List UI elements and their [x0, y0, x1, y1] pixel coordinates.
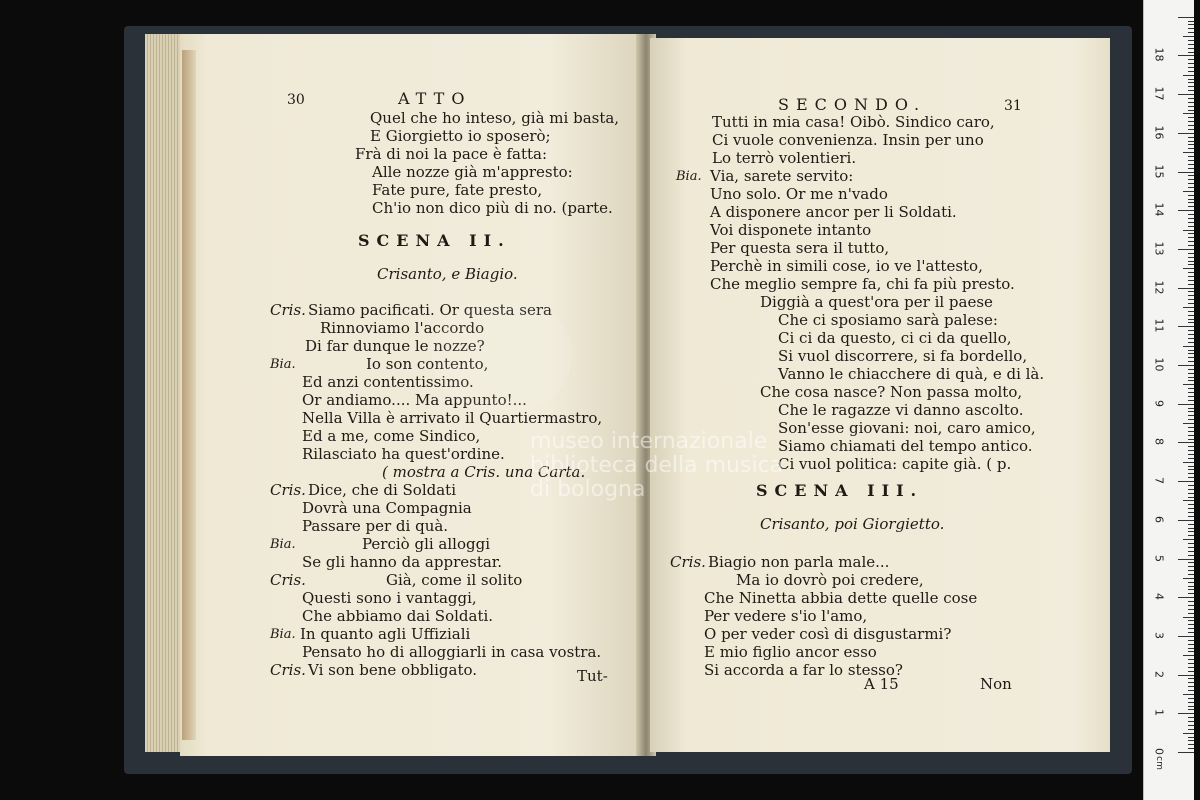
ruler-tick: [1188, 678, 1194, 679]
ruler-tick: [1188, 59, 1194, 60]
ruler-tick: [1188, 582, 1194, 583]
ruler-tick: [1188, 261, 1194, 262]
ruler-tick: [1188, 168, 1194, 169]
ruler-tick: [1188, 690, 1194, 691]
speaker-label: Cris.: [270, 661, 306, 679]
ruler-tick: [1183, 500, 1194, 501]
ruler-tick: [1188, 570, 1194, 571]
ruler-tick: [1188, 303, 1194, 304]
ruler-tick: [1188, 613, 1194, 614]
watermark-line: di bologna: [530, 477, 646, 502]
ruler-tick: [1188, 508, 1194, 509]
dialogue-line: Dice, che di Soldati: [308, 481, 456, 499]
ruler-tick: [1188, 566, 1194, 567]
ruler-tick: [1188, 744, 1194, 745]
ruler-tick: [1188, 671, 1194, 672]
ruler-tick: [1188, 179, 1194, 180]
dialogue-line: Di far dunque le nozze?: [305, 337, 485, 355]
ruler-tick: [1188, 469, 1194, 470]
verse-line: Che le ragazze vi danno ascolto.: [778, 401, 1024, 419]
ruler-tick: [1188, 528, 1194, 529]
page-stain: [182, 50, 196, 740]
ruler-tick: [1183, 75, 1194, 76]
ruler-tick: [1178, 520, 1194, 521]
ruler-tick: [1188, 311, 1194, 312]
ruler-tick: [1188, 357, 1194, 358]
ruler-tick: [1188, 419, 1194, 420]
ruler-tick: [1188, 431, 1194, 432]
dialogue-line: Che meglio sempre fa, chi fa più presto.: [710, 275, 1015, 293]
ruler-tick: [1183, 655, 1194, 656]
dialogue-line: Per questa sera il tutto,: [710, 239, 890, 257]
dialogue-line: Lo terrò volentieri.: [712, 149, 857, 167]
ruler-tick: [1183, 539, 1194, 540]
ruler-tick: [1188, 117, 1194, 118]
dialogue-line: Biagio non parla male...: [708, 553, 890, 571]
ruler-tick: [1188, 551, 1194, 552]
ruler-tick: [1188, 280, 1194, 281]
dialogue-line: Uno solo. Or me n'vado: [710, 185, 888, 203]
ruler-tick: [1188, 411, 1194, 412]
ruler-tick: [1188, 740, 1194, 741]
ruler-tick: [1178, 288, 1194, 289]
dialogue-line: Già, come il solito: [386, 571, 523, 589]
dialogue-line: Passare per di quà.: [302, 517, 449, 535]
ruler-tick: [1188, 377, 1194, 378]
ruler-tick: [1188, 21, 1194, 22]
ruler-tick: [1188, 427, 1194, 428]
ruler-tick: [1188, 698, 1194, 699]
dialogue-line: Ci vuole convenienza. Insin per uno: [712, 131, 984, 149]
ruler-tick: [1188, 52, 1194, 53]
dialogue-line: Dovrà una Compagnia: [302, 499, 472, 517]
ruler-tick: [1188, 489, 1194, 490]
dialogue-line: Via, sarete servito:: [710, 167, 854, 185]
verse-line: Ch'io non dico più di no. (parte.: [372, 199, 613, 217]
ruler-number: 9: [1152, 399, 1166, 407]
ruler-tick: [1188, 748, 1194, 749]
ruler-tick: [1188, 644, 1194, 645]
speaker-label: Cris.: [270, 571, 306, 589]
ruler-tick: [1188, 663, 1194, 664]
ruler-tick: [1188, 102, 1194, 103]
dialogue-line: Tutti in mia casa! Oibò. Sindico caro,: [712, 113, 995, 131]
ruler-tick: [1188, 319, 1194, 320]
ruler-tick: [1188, 640, 1194, 641]
dialogue-line: Vi son bene obbligato.: [308, 661, 478, 679]
ruler-tick: [1188, 361, 1194, 362]
ruler-tick: [1188, 632, 1194, 633]
ruler-tick: [1188, 624, 1194, 625]
ruler-tick: [1188, 353, 1194, 354]
ruler-tick: [1188, 206, 1194, 207]
ruler-number: 3: [1152, 631, 1166, 639]
ruler-tick: [1188, 44, 1194, 45]
ruler-tick: [1188, 24, 1194, 25]
verse-line: Ci ci da questo, ci ci da quello,: [778, 329, 1012, 347]
ruler-tick: [1178, 752, 1194, 753]
dialogue-line: Io son contento,: [366, 355, 489, 373]
ruler-tick: [1188, 106, 1194, 107]
page-number-left: 30: [287, 92, 305, 108]
verse-line: Siamo chiamati del tempo antico.: [778, 437, 1033, 455]
speaker-label: Bia.: [270, 537, 296, 552]
scene-title: SCENA III.: [756, 481, 924, 500]
ruler-tick: [1188, 322, 1194, 323]
ruler-tick: [1188, 574, 1194, 575]
scene-characters: Crisanto, poi Giorgietto.: [760, 515, 945, 533]
ruler-tick: [1188, 156, 1194, 157]
ruler-tick: [1188, 338, 1194, 339]
ruler-tick: [1188, 125, 1194, 126]
ruler-tick: [1188, 187, 1194, 188]
ruler-tick: [1188, 98, 1194, 99]
verse-line: Ci vuol politica: capite già. ( p.: [778, 455, 1012, 473]
verse-line: Che ci sposiamo sarà palese:: [778, 311, 998, 329]
ruler-tick: [1188, 90, 1194, 91]
verse-line: Frà di noi la pace è fatta:: [355, 145, 548, 163]
ruler-tick: [1188, 446, 1194, 447]
measuring-ruler: [1143, 0, 1194, 800]
ruler-tick: [1188, 28, 1194, 29]
ruler-number: 17: [1152, 86, 1166, 101]
ruler-tick: [1188, 628, 1194, 629]
ruler-tick: [1183, 733, 1194, 734]
ruler-number: 1: [1152, 709, 1166, 717]
ruler-tick: [1188, 253, 1194, 254]
watermark-line: museo internazionale: [530, 429, 768, 454]
ruler-tick: [1188, 396, 1194, 397]
dialogue-line: Perciò gli alloggi: [362, 535, 490, 553]
ruler-tick: [1188, 299, 1194, 300]
ruler-tick: [1188, 620, 1194, 621]
speaker-label: Cris.: [270, 301, 306, 319]
ruler-tick: [1178, 442, 1194, 443]
ruler-tick: [1183, 113, 1194, 114]
ruler-tick: [1188, 593, 1194, 594]
dialogue-line: Si accorda a far lo stesso?: [704, 661, 903, 679]
ruler-tick: [1188, 504, 1194, 505]
ruler-tick: [1188, 315, 1194, 316]
ruler-tick: [1188, 295, 1194, 296]
ruler-tick: [1178, 94, 1194, 95]
dialogue-line: A disponere ancor per li Soldati.: [710, 203, 957, 221]
ruler-tick: [1188, 706, 1194, 707]
ruler-tick: [1188, 547, 1194, 548]
ruler-tick: [1188, 241, 1194, 242]
ruler-tick: [1188, 226, 1194, 227]
ruler-tick: [1188, 543, 1194, 544]
ruler-tick: [1188, 380, 1194, 381]
signature-mark: A 15: [864, 675, 899, 693]
ruler-tick: [1188, 659, 1194, 660]
dialogue-line: Perchè in simili cose, io ve l'attesto,: [710, 257, 983, 275]
verse-line: Alle nozze già m'appresto:: [372, 163, 573, 181]
speaker-label: Bia.: [676, 169, 702, 184]
verse-line: Son'esse giovani: noi, caro amico,: [778, 419, 1036, 437]
ruler-tick: [1188, 721, 1194, 722]
ruler-tick: [1183, 230, 1194, 231]
ruler-number: 4: [1152, 593, 1166, 601]
ruler-tick: [1188, 388, 1194, 389]
stage-direction: ( mostra a Cris. una Carta.: [382, 463, 586, 481]
ruler-tick: [1188, 245, 1194, 246]
ruler-number: 13: [1152, 241, 1166, 256]
ruler-tick: [1188, 454, 1194, 455]
dialogue-line: In quanto agli Uffiziali: [300, 625, 471, 643]
ruler-tick: [1188, 71, 1194, 72]
ruler-tick: [1188, 717, 1194, 718]
verse-line: Quel che ho inteso, già mi basta,: [370, 109, 620, 127]
ruler-tick: [1183, 36, 1194, 37]
ruler-number: 0: [1152, 748, 1166, 755]
verse-line: Fate pure, fate presto,: [372, 181, 543, 199]
dialogue-line: Rinnoviamo l'accordo: [320, 319, 485, 337]
ruler-number: 18: [1152, 47, 1166, 62]
ruler-tick: [1188, 137, 1194, 138]
watermark-line: biblioteca della musica: [530, 453, 784, 478]
ruler-tick: [1188, 435, 1194, 436]
ruler-tick: [1188, 535, 1194, 536]
ruler-tick: [1188, 195, 1194, 196]
ruler-tick: [1188, 121, 1194, 122]
ruler-tick: [1188, 648, 1194, 649]
ruler-tick: [1188, 408, 1194, 409]
ruler-tick: [1188, 129, 1194, 130]
ruler-tick: [1188, 110, 1194, 111]
ruler-tick: [1178, 713, 1194, 714]
ruler-tick: [1188, 485, 1194, 486]
ruler-tick: [1188, 531, 1194, 532]
ruler-tick: [1188, 86, 1194, 87]
ruler-tick: [1178, 597, 1194, 598]
ruler-tick: [1188, 284, 1194, 285]
ruler-tick: [1188, 40, 1194, 41]
ruler-tick: [1188, 651, 1194, 652]
ruler-tick: [1178, 133, 1194, 134]
running-head-right: SECONDO.: [778, 95, 927, 114]
dialogue-line: Ed anzi contentissimo.: [302, 373, 474, 391]
ruler-number: 12: [1152, 280, 1166, 295]
ruler-tick: [1178, 17, 1194, 18]
dialogue-line: Per vedere s'io l'amo,: [704, 607, 868, 625]
ruler-tick: [1188, 350, 1194, 351]
ruler-tick: [1188, 473, 1194, 474]
scene-title: SCENA II.: [358, 231, 511, 250]
ruler-tick: [1188, 237, 1194, 238]
ruler-tick: [1188, 342, 1194, 343]
dialogue-line: Che abbiamo dai Soldati.: [302, 607, 494, 625]
verse-line: Diggià a quest'ora per il paese: [760, 293, 993, 311]
speaker-label: Cris.: [670, 553, 706, 571]
ruler-tick: [1188, 32, 1194, 33]
ruler-tick: [1188, 516, 1194, 517]
ruler-tick: [1188, 609, 1194, 610]
ruler-tick: [1188, 330, 1194, 331]
ruler-tick: [1188, 67, 1194, 68]
ruler-tick: [1188, 48, 1194, 49]
dialogue-line: Voi disponete intanto: [710, 221, 872, 239]
ruler-tick: [1178, 481, 1194, 482]
dialogue-line: Ma io dovrò poi credere,: [736, 571, 924, 589]
ruler-tick: [1188, 222, 1194, 223]
ruler-tick: [1188, 439, 1194, 440]
ruler-tick: [1188, 493, 1194, 494]
ruler-tick: [1188, 682, 1194, 683]
ruler-tick: [1183, 578, 1194, 579]
dialogue-line: Se gli hanno da apprestar.: [302, 553, 503, 571]
ruler-tick: [1183, 384, 1194, 385]
ruler-tick: [1188, 589, 1194, 590]
ruler-tick: [1188, 79, 1194, 80]
ruler-number: 10: [1152, 357, 1166, 372]
ruler-tick: [1188, 400, 1194, 401]
dialogue-line: O per veder così di disgustarmi?: [704, 625, 952, 643]
ruler-tick: [1178, 326, 1194, 327]
dialogue-line: Pensato ho di alloggiarli in casa vostra.: [302, 643, 602, 661]
ruler-tick: [1183, 152, 1194, 153]
ruler-tick: [1188, 291, 1194, 292]
ruler-tick: [1183, 617, 1194, 618]
ruler-tick: [1188, 148, 1194, 149]
verse-line: Che cosa nasce? Non passa molto,: [760, 383, 1023, 401]
ruler-tick: [1188, 334, 1194, 335]
ruler-tick: [1183, 307, 1194, 308]
ruler-tick: [1178, 365, 1194, 366]
verse-line: E Giorgietto io sposerò;: [370, 127, 551, 145]
ruler-tick: [1183, 694, 1194, 695]
ruler-tick: [1188, 450, 1194, 451]
ruler-tick: [1178, 210, 1194, 211]
catchword-right: Non: [980, 675, 1012, 693]
ruler-number: 7: [1152, 477, 1166, 485]
ruler-tick: [1188, 605, 1194, 606]
ruler-tick: [1188, 141, 1194, 142]
ruler-tick: [1188, 264, 1194, 265]
ruler-tick: [1183, 268, 1194, 269]
ruler-number: 15: [1152, 164, 1166, 178]
ruler-tick: [1188, 183, 1194, 184]
ruler-tick: [1188, 524, 1194, 525]
ruler-tick: [1188, 415, 1194, 416]
watermark-logo: [432, 300, 572, 410]
ruler-tick: [1188, 373, 1194, 374]
ruler-number: 14: [1152, 202, 1166, 217]
ruler-tick: [1188, 272, 1194, 273]
ruler-tick: [1188, 214, 1194, 215]
ruler-tick: [1188, 466, 1194, 467]
ruler-tick: [1188, 144, 1194, 145]
dialogue-line: Rilasciato ha quest'ordine.: [302, 445, 505, 463]
ruler-number: 6: [1152, 515, 1166, 523]
ruler-tick: [1188, 369, 1194, 370]
ruler-tick: [1188, 276, 1194, 277]
ruler-tick: [1183, 346, 1194, 347]
speaker-label: Cris.: [270, 481, 306, 499]
ruler-tick: [1188, 160, 1194, 161]
ruler-tick: [1188, 202, 1194, 203]
ruler-tick: [1183, 423, 1194, 424]
ruler-number: 11: [1152, 318, 1166, 333]
ruler-tick: [1188, 555, 1194, 556]
ruler-number: 16: [1152, 125, 1166, 140]
ruler-tick: [1188, 709, 1194, 710]
ruler-number: 2: [1152, 670, 1166, 678]
page-number-right: 31: [1004, 98, 1022, 114]
watermark: [530, 430, 783, 502]
ruler-tick: [1188, 218, 1194, 219]
dialogue-line: Siamo pacificati. Or questa sera: [308, 301, 552, 319]
ruler-tick: [1188, 497, 1194, 498]
speaker-label: Bia.: [270, 357, 296, 372]
verse-line: Vanno le chiacchere di quà, e di là.: [778, 365, 1045, 383]
ruler-tick: [1183, 462, 1194, 463]
catchword-left: Tut-: [577, 667, 608, 685]
ruler-tick: [1188, 601, 1194, 602]
ruler-tick: [1188, 458, 1194, 459]
speaker-label: Bia.: [270, 627, 296, 642]
ruler-number: 8: [1152, 438, 1166, 446]
ruler-tick: [1188, 702, 1194, 703]
ruler-tick: [1188, 729, 1194, 730]
dialogue-line: Questi sono i vantaggi,: [302, 589, 477, 607]
ruler-tick: [1188, 199, 1194, 200]
verse-line: Si vuol discorrere, si fa bordello,: [778, 347, 1028, 365]
running-head-left: ATTO: [398, 89, 472, 108]
ruler-tick: [1178, 249, 1194, 250]
ruler-tick: [1188, 257, 1194, 258]
ruler-tick: [1188, 175, 1194, 176]
ruler-tick: [1178, 55, 1194, 56]
ruler-tick: [1178, 636, 1194, 637]
ruler-tick: [1188, 686, 1194, 687]
ruler-tick: [1188, 725, 1194, 726]
ruler-tick: [1178, 172, 1194, 173]
ruler-tick: [1188, 477, 1194, 478]
ruler-tick: [1188, 667, 1194, 668]
dialogue-line: Che Ninetta abbia dette quelle cose: [704, 589, 978, 607]
dialogue-line: Ed a me, come Sindico,: [302, 427, 481, 445]
dialogue-line: Or andiamo.... Ma appunto!...: [302, 391, 527, 409]
ruler-tick: [1188, 737, 1194, 738]
dialogue-line: E mio figlio ancor esso: [704, 643, 877, 661]
ruler-number: 5: [1152, 554, 1166, 562]
ruler-tick: [1188, 562, 1194, 563]
ruler-tick: [1188, 233, 1194, 234]
ruler-tick: [1188, 586, 1194, 587]
ruler-tick: [1178, 404, 1194, 405]
ruler-tick: [1183, 191, 1194, 192]
ruler-tick: [1178, 559, 1194, 560]
ruler-tick: [1178, 675, 1194, 676]
scene-characters: Crisanto, e Biagio.: [377, 265, 518, 283]
ruler-tick: [1188, 512, 1194, 513]
ruler-unit: cm: [1154, 756, 1164, 770]
ruler-tick: [1188, 164, 1194, 165]
ruler-tick: [1188, 63, 1194, 64]
ruler-tick: [1188, 392, 1194, 393]
dialogue-line: Nella Villa è arrivato il Quartiermastro,: [302, 409, 603, 427]
ruler-tick: [1188, 82, 1194, 83]
